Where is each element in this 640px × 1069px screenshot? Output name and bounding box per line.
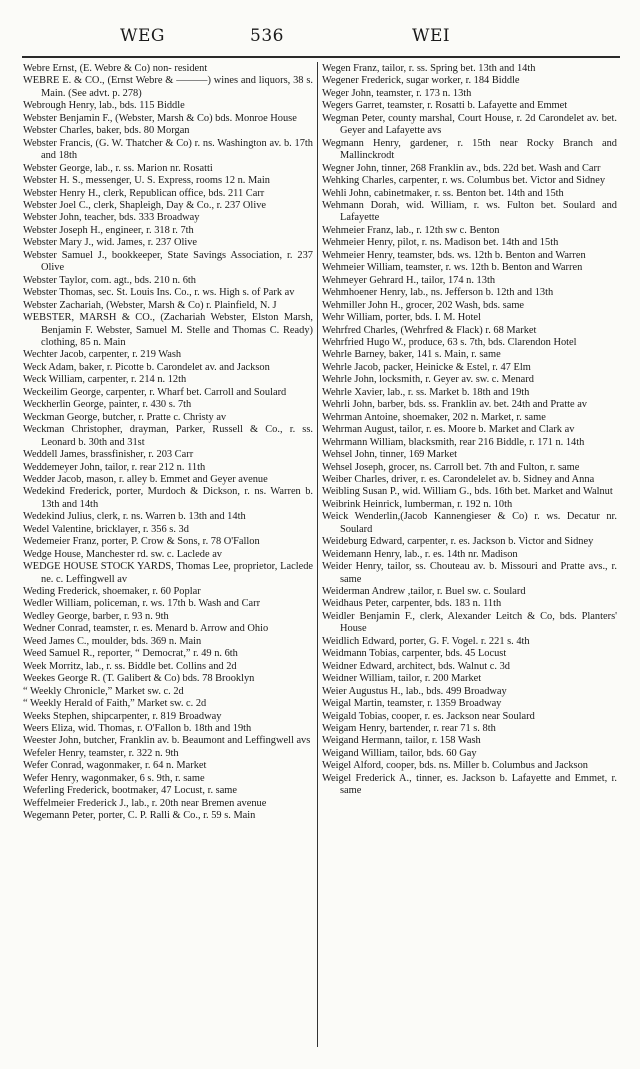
directory-entry: Weding Frederick, shoemaker, r. 60 Poplar [23, 586, 201, 598]
directory-entry: Weers Eliza, wid. Thomas, r. O'Fallon b. 18th and 19th [23, 723, 252, 735]
directory-entry: “ Weekly Herald of Faith,” Market sw. c. 2d [23, 698, 207, 710]
directory-entry: Weidler Benjamin F., clerk, Alexander Leitch & Co, bds. Planters' House [322, 610, 617, 635]
directory-entry: Wedekind Frederick, porter, Murdoch & Dickson, r. ns. Warren b. 13th and 14th [23, 486, 313, 510]
directory-entry: Weester John, butcher, Franklin av. b. Beaumont and Leffingwell avs [23, 735, 311, 747]
directory-entry: Wehmeier Franz, lab., r. 12th sw c. Benton [322, 224, 500, 236]
directory-entry: Wedemeier Franz, porter, P. Crow & Sons, r. 78 O'Fallon [23, 536, 260, 548]
directory-entry: Weibling Susan P., wid. William G., bds. 16th bet. Market and Walnut [322, 486, 613, 498]
directory-entry: Weigel Frederick A., tinner, es. Jackson b. Lafayette and Emmet, r. same [322, 772, 617, 797]
directory-entry: Wehmeyer Gehrard H., tailor, 174 n. 13th [322, 274, 496, 286]
directory-entry: Wedel Valentine, bricklayer, r. 356 s. 3d [23, 523, 189, 535]
directory-entry: Wefer Conrad, wagonmaker, r. 64 n. Market [23, 760, 207, 772]
directory-entry: Wedekind Julius, clerk, r. ns. Warren b. 13th and 14th [23, 511, 246, 523]
directory-entry: Weferling Frederick, bootmaker, 47 Locust, r. same [23, 785, 237, 797]
directory-entry: Wedner Conrad, teamster, r. es. Menard b. Arrow and Ohio [23, 623, 269, 635]
directory-entry: Weidlich Edward, porter, G. F. Vogel. r. 221 s. 4th [322, 635, 530, 647]
directory-entry: Weckman George, butcher, r. Pratte c. Christy av [23, 411, 227, 423]
directory-entry: Weigand Hermann, tailor, r. 158 Wash [322, 735, 481, 747]
directory-entry: Weier Augustus H., lab., bds. 499 Broadway [322, 685, 507, 697]
directory-entry: WEDGE HOUSE STOCK YARDS, Thomas Lee, proprietor, Laclede ne. c. Leffingwell av [23, 561, 313, 585]
directory-entry: Weck William, carpenter, r. 214 n. 12th [23, 374, 187, 386]
directory-entry: Webster John, teacher, bds. 333 Broadway [23, 212, 200, 224]
directory-entry: Wefer Henry, wagonmaker, 6 s. 9th, r. same [23, 772, 205, 784]
directory-entry: Weckeilim George, carpenter, r. Wharf bet. Carroll and Soulard [23, 386, 287, 398]
directory-entry: Weigald Tobias, cooper, r. es. Jackson near Soulard [322, 710, 535, 722]
directory-entry: Wehmeier William, teamster, r. ws. 12th b. Benton and Warren [322, 262, 583, 274]
directory-entry: Weffelmeier Frederick J., lab., r. 20th near Bremen avenue [23, 797, 267, 809]
directory-entry: Wedder Jacob, mason, r. alley b. Emmet and Geyer avenue [23, 473, 268, 485]
left-column [23, 63, 313, 823]
directory-entry: Weiber Charles, driver, r. es. Carondelelet av. b. Sidney and Anna [322, 473, 595, 485]
right-column [322, 63, 617, 798]
directory-entry: Weidner William, tailor, r. 200 Market [322, 673, 482, 685]
left-guide-word: WEG [120, 26, 165, 46]
header-rule [22, 56, 620, 58]
directory-entry: Webre Ernst, (E. Webre & Co) non- resident [23, 63, 208, 74]
directory-entry: Weigal Martin, teamster, r. 1359 Broadway [322, 698, 502, 710]
directory-entry: Webster Thomas, sec. St. Louis Ins. Co., r. ws. High s. of Park av [23, 287, 295, 299]
directory-entry: Wehmeier Henry, teamster, bds. ws. 12th b. Benton and Warren [322, 249, 586, 261]
page-header [22, 26, 622, 54]
directory-entry: Wehr William, porter, bds. I. M. Hotel [322, 312, 481, 324]
directory-entry: Weekes George R. (T. Galibert & Co) bds. 78 Brooklyn [23, 673, 255, 685]
directory-entry: Wedler William, policeman, r. ws. 17th b. Wash and Carr [23, 598, 261, 610]
directory-entry: Weider Henry, tailor, ss. Chouteau av. b. Missouri and Pratte avs., r. same [322, 561, 617, 585]
directory-entry: Weigel Alford, cooper, bds. ns. Miller b. Columbus and Jackson [322, 760, 588, 772]
directory-entry: Wegman Peter, county marshal, Court House, r. 2d Carondelet av. bet. Geyer and Lafayette avs [322, 112, 617, 137]
directory-entry: Wehrman Antoine, shoemaker, 202 n. Market, r. same [322, 411, 546, 423]
directory-entry: Wehrman August, tailor, r. es. Moore b. Market and Clark av [322, 424, 575, 436]
directory-entry: Weidemann Henry, lab., r. es. 14th nr. Madison [322, 548, 518, 560]
directory-entry: Wegemann Peter, porter, C. P. Ralli & Co., r. 59 s. Main [23, 810, 256, 822]
directory-entry: Wegmann Henry, gardener, r. 15th near Rocky Branch and Mallinckrodt [322, 137, 617, 162]
directory-entry: Webrough Henry, lab., bds. 115 Biddle [23, 100, 185, 112]
directory-entry: Webster Joel C., clerk, Shapleigh, Day & Co., r. 237 Olive [23, 199, 267, 211]
directory-entry: Weckherlin George, painter, r. 430 s. 7th [23, 399, 192, 411]
directory-entry: Wehli John, cabinetmaker, r. ss. Benton bet. 14th and 15th [322, 187, 564, 199]
directory-entry: Weigand William, tailor, bds. 60 Gay [322, 747, 477, 759]
directory-entry: Weeks Stephen, shipcarpenter, r. 819 Broadway [23, 710, 222, 722]
directory-entry: Weger John, teamster, r. 173 n. 13th [322, 87, 472, 99]
directory-entry: Wehmeier Henry, pilot, r. ns. Madison bet. 14th and 15th [322, 237, 559, 249]
directory-entry: Wehrle Barney, baker, 141 s. Main, r. same [322, 349, 501, 361]
directory-entry: Weibrink Heinrick, lumberman, r. 192 n. 10th [322, 498, 513, 510]
directory-entry: WEBRE E. & CO., (Ernst Webre & ———) wines and liquors, 38 s. Main. (See advt. p. 278) [23, 75, 313, 99]
directory-entry: Wehmiller John H., grocer, 202 Wash, bds. same [322, 299, 525, 311]
directory-entry: Webster Taylor, com. agt., bds. 210 n. 6th [23, 274, 196, 286]
directory-entry: Wehsel John, tinner, 169 Market [322, 449, 457, 461]
directory-entry: WEBSTER, MARSH & CO., (Zachariah Webster, Elston Marsh, Benjamin F. Webster, Samuel M. Stelle and Thomas C. Ready) clothing, 85 n. Main [23, 312, 313, 348]
directory-entry: Week Morritz, lab., r. ss. Biddle bet. Collins and 2d [23, 660, 237, 672]
page-number: 536 [250, 26, 284, 46]
directory-entry: Weidhaus Peter, carpenter, bds. 183 n. 11th [322, 598, 502, 610]
directory-entry: Webster Samuel J., bookkeeper, State Savings Association, r. 237 Olive [23, 249, 313, 274]
directory-entry: Wehrfred Charles, (Wehrfred & Flack) r. 68 Market [322, 324, 537, 336]
directory-entry: Weiderman Andrew ,tailor, r. Buel sw. c. Soulard [322, 586, 526, 598]
directory-entry: Wehrmann William, blacksmith, rear 216 Biddle, r. 171 n. 14th [322, 436, 585, 448]
directory-entry: Weed James C., moulder, bds. 369 n. Main [23, 635, 202, 647]
directory-entry: Weddemeyer John, tailor, r. rear 212 n. 11th [23, 461, 206, 473]
directory-entry: Wedley George, barber, r. 93 n. 9th [23, 610, 169, 622]
directory-entry: Weckman Christopher, drayman, Parker, Russell & Co., r. ss. Leonard b. 30th and 31st [23, 424, 313, 448]
directory-entry: Webster George, lab., r. ss. Marion nr. Rosatti [23, 162, 213, 174]
directory-entry: Wehrli John, barber, bds. ss. Franklin av. bet. 24th and Pratte av [322, 399, 587, 411]
directory-entry: Weidmann Tobias, carpenter, bds. 45 Locust [322, 648, 507, 660]
directory-entry: Wechter Jacob, carpenter, r. 219 Wash [23, 349, 182, 361]
directory-entry: Webster Henry H., clerk, Republican office, bds. 211 Carr [23, 187, 265, 199]
directory-entry: Webster Mary J., wid. James, r. 237 Olive [23, 237, 198, 249]
directory-entry: Wehrfried Hugo W., produce, 63 s. 7th, bds. Clarendon Hotel [322, 336, 577, 348]
directory-entry: Wefeler Henry, teamster, r. 322 n. 9th [23, 747, 179, 759]
directory-entry: Weigam Henry, bartender, r. rear 71 s. 8th [322, 723, 496, 735]
directory-entry: Wehking Charles, carpenter, r. ws. Columbus bet. Victor and Sidney [322, 175, 606, 187]
directory-entry: Weick Wenderlin,(Jacob Kannengieser & Co) r. ws. Decatur nr. Soulard [322, 511, 617, 535]
directory-entry: Wegener Frederick, sugar worker, r. 184 Biddle [322, 75, 520, 87]
directory-entry: Weed Samuel R., reporter, “ Democrat,” r. 49 n. 6th [23, 648, 238, 660]
directory-entry: Weidner Edward, architect, bds. Walnut c. 3d [322, 660, 510, 672]
directory-entry: Wehrle Jacob, packer, Heinicke & Estel, r. 47 Elm [322, 361, 531, 373]
directory-entry: Weideburg Edward, carpenter, r. es. Jackson b. Victor and Sidney [322, 536, 594, 548]
directory-entry: Wegers Garret, teamster, r. Rosatti b. Lafayette and Emmet [322, 100, 568, 112]
directory-entry: Webster Francis, (G. W. Thatcher & Co) r. ns. Washington av. b. 17th and 18th [23, 137, 313, 162]
directory-entry: Wehsel Joseph, grocer, ns. Carroll bet. 7th and Fulton, r. same [322, 461, 580, 473]
column-divider [317, 62, 318, 1047]
directory-entry: Wegner John, tinner, 268 Franklin av., bds. 22d bet. Wash and Carr [322, 162, 601, 174]
directory-entry: Wegen Franz, tailor, r. ss. Spring bet. 13th and 14th [322, 63, 536, 74]
directory-entry: Wehmann Dorah, wid. William, r. ws. Fulton bet. Soulard and Lafayette [322, 199, 617, 224]
directory-entry: Webster Zachariah, (Webster, Marsh & Co) r. Plainfield, N. J [23, 299, 277, 311]
directory-entry: Webster H. S., messenger, U. S. Express, rooms 12 n. Main [23, 175, 270, 187]
directory-entry: Wehmhoener Henry, lab., ns. Jefferson b. 12th and 13th [322, 287, 554, 299]
right-guide-word: WEI [412, 26, 451, 46]
directory-entry: Webster Joseph H., engineer, r. 318 r. 7th [23, 224, 194, 236]
directory-entry: Webster Benjamin F., (Webster, Marsh & Co) bds. Monroe House [23, 112, 297, 124]
directory-entry: Webster Charles, baker, bds. 80 Morgan [23, 125, 190, 137]
directory-entry: Weddell James, brassfinisher, r. 203 Carr [23, 449, 194, 461]
directory-entry: “ Weekly Chronicle,” Market sw. c. 2d [23, 685, 184, 697]
directory-entry: Wedge House, Manchester rd. sw. c. Laclede av [23, 548, 223, 560]
directory-entry: Weck Adam, baker, r. Picotte b. Carondelet av. and Jackson [23, 361, 270, 373]
directory-entry: Wehrle John, locksmith, r. Geyer av. sw. c. Menard [322, 374, 534, 386]
directory-entry: Wehrle Xavier, lab., r. ss. Market b. 18th and 19th [322, 386, 530, 398]
